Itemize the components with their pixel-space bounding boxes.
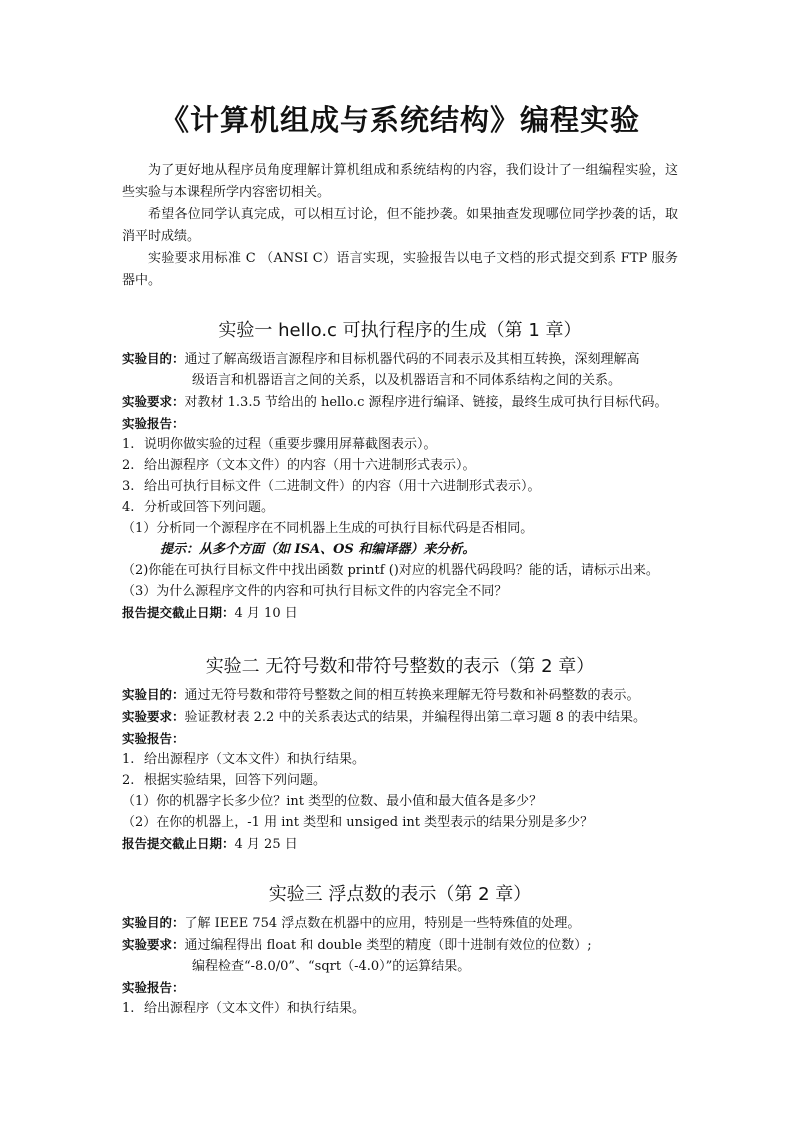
hint-text: 提示：从多个方面（如 ISA、OS 和编译器）来分析。 <box>160 542 476 557</box>
exp2-requirement <box>122 706 692 728</box>
exp1-purpose-cont: 级语言和机器语言之间的关系，以及机器语言和不同体系结构之间的关系。 <box>192 373 622 388</box>
purpose-label: 实验目的： <box>122 915 185 930</box>
requirement-text: 验证教材表 2.2 中的关系表达式的结果，并编程得出第二章习题 8 的表中结果。 <box>184 710 646 725</box>
question: （2)你能在可执行目标文件中找出函数 printf ()对应的机器代码段吗？能的话，请标示出来。 <box>122 563 659 578</box>
exp1-deadline <box>122 602 692 624</box>
deadline-label: 报告提交截止日期： <box>122 605 235 620</box>
list-item: 1. 说明你做实验的过程（重要步骤用屏幕截图表示）。 <box>122 437 437 452</box>
requirement-label: 实验要求： <box>122 937 185 952</box>
list-item: 4. 分析或回答下列问题。 <box>122 500 275 515</box>
exp3-requirement-cont: 编程检查“-8.0/0”、“sqrt（-4.0）”的运算结果。 <box>192 959 471 974</box>
question: （3）为什么源程序文件的内容和可执行目标文件的内容完全不同？ <box>122 584 508 599</box>
deadline-date: 4 月 10 日 <box>234 606 298 621</box>
exp1-report-label: 实验报告： <box>122 416 185 431</box>
deadline-date: 4 月 25 日 <box>234 837 298 852</box>
exp1-body <box>122 348 692 624</box>
list-item: 3. 给出可执行目标文件（二进制文件）的内容（用十六进制形式表示）。 <box>122 479 541 494</box>
question: （1）分析同一个源程序在不同机器上生成的可执行目标代码是否相同。 <box>122 521 534 536</box>
list-item: 1. 给出源程序（文本文件）和执行结果。 <box>122 752 366 767</box>
exp2-deadline <box>122 833 692 855</box>
exp3-report-label: 实验报告： <box>122 980 185 995</box>
purpose-label: 实验目的： <box>122 351 185 366</box>
exp1-purpose <box>122 348 692 370</box>
intro-paragraph: 希望各位同学认真完成，可以相互讨论，但不能抄袭。如果抽查发现哪位同学抄袭的话，取消平时成绩。 <box>122 207 678 244</box>
intro-paragraph: 实验要求用标准 C （ANSI C）语言实现，实验报告以电子文档的形式提交到系 FTP 服务器中。 <box>122 251 678 288</box>
exp3-requirement <box>122 934 692 956</box>
document-title: 《计算机组成与系统结构》编程实验 <box>159 103 640 137</box>
requirement-text: 对教材 1.3.5 节给出的 hello.c 源程序进行编译、链接，最终生成可执行目标代码。 <box>184 395 668 410</box>
exp2-title: 实验二 无符号数和带符号整数的表示（第 2 章） <box>205 656 595 677</box>
exp1-title: 实验一 hello.c 可执行程序的生成（第 1 章） <box>218 320 582 341</box>
exp3-purpose <box>122 912 692 934</box>
exp3-body <box>122 912 692 1019</box>
requirement-label: 实验要求： <box>122 709 185 724</box>
requirement-label: 实验要求： <box>122 394 185 409</box>
list-item: 1. 给出源程序（文本文件）和执行结果。 <box>122 1001 366 1016</box>
purpose-text: 通过无符号数和带符号整数之间的相互转换来理解无符号数和补码整数的表示。 <box>184 688 640 703</box>
exp2-report-label: 实验报告： <box>122 731 185 746</box>
question: （2）在你的机器上，-1 用 int 类型和 unsiged int 类型表示的结果分别是多少？ <box>122 815 594 830</box>
intro-section <box>122 160 678 292</box>
exp3-title: 实验三 浮点数的表示（第 2 章） <box>268 884 532 905</box>
exp2-body <box>122 684 692 855</box>
question: （1）你的机器字长多少位？int 类型的位数、最小值和最大值各是多少？ <box>122 794 543 809</box>
purpose-text: 了解 IEEE 754 浮点数在机器中的应用，特别是一些特殊值的处理。 <box>184 916 581 931</box>
list-item: 2. 根据实验结果，回答下列问题。 <box>122 773 327 788</box>
purpose-label: 实验目的： <box>122 687 185 702</box>
exp2-purpose <box>122 684 692 706</box>
exp1-requirement <box>122 391 692 413</box>
intro-paragraph: 为了更好地从程序员角度理解计算机组成和系统结构的内容，我们设计了一组编程实验，这些实验与本课程所学内容密切相关。 <box>122 163 678 200</box>
purpose-text: 通过了解高级语言源程序和目标机器代码的不同表示及其相互转换，深刻理解高 <box>184 352 640 367</box>
requirement-text: 通过编程得出 float 和 double 类型的精度（即十进制有效位的位数）; <box>184 938 592 953</box>
deadline-label: 报告提交截止日期： <box>122 836 235 851</box>
list-item: 2. 给出源程序（文本文件）的内容（用十六进制形式表示）。 <box>122 458 476 473</box>
